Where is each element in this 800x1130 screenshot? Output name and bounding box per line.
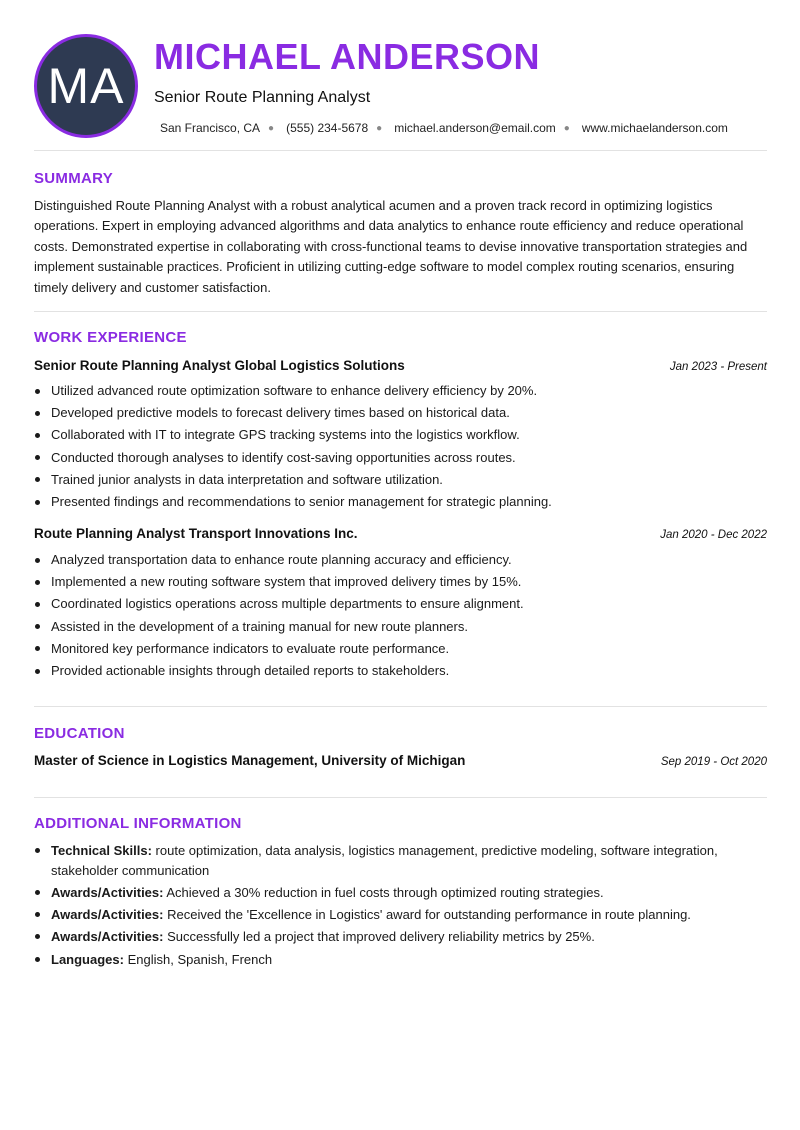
list-item [51, 841, 751, 880]
avatar [34, 34, 138, 138]
list-item: Assisted in the development of a training manual for new route planners. [51, 616, 771, 638]
divider [34, 706, 767, 707]
contact-website[interactable]: www.michaelanderson.com [581, 121, 728, 135]
list-item: Monitored key performance indicators to evaluate route performance. [51, 638, 771, 660]
list-item: Trained junior analysts in data interpretation and software utilization. [51, 469, 771, 491]
list-item: Utilized advanced route optimization software to enhance delivery efficiency by 20%. [51, 380, 771, 402]
item-text: Achieved a 30% reduction in fuel costs through optimized routing strategies. [166, 884, 604, 900]
contact-location: San Francisco, CA [160, 121, 261, 135]
job-title: Senior Route Planning Analyst Global Logistics Solutions [34, 358, 405, 373]
education-title: EDUCATION [34, 725, 125, 742]
contact-phone: (555) 234-5678 [286, 121, 369, 135]
separator-dot: ● [268, 122, 275, 134]
list-item [51, 927, 751, 947]
list-item: Developed predictive models to forecast delivery times based on historical data. [51, 402, 771, 424]
item-text: Successfully led a project that improved delivery reliability metrics by 25%. [167, 928, 595, 944]
candidate-role: Senior Route Planning Analyst [154, 89, 371, 106]
contact-email[interactable]: michael.anderson@email.com [394, 121, 556, 135]
item-text: English, Spanish, French [127, 952, 273, 967]
job-header [34, 526, 767, 541]
education-degree: Master of Science in Logistics Management, University of Michigan [34, 753, 466, 768]
list-item: Presented findings and recommendations to senior management for strategic planning. [51, 491, 771, 513]
job-header [34, 358, 767, 373]
list-item: Provided actionable insights through detailed reports to stakeholders. [51, 660, 771, 682]
item-label: Awards/Activities: [51, 906, 164, 922]
list-item: Analyzed transportation data to enhance route planning accuracy and efficiency. [51, 549, 771, 571]
list-item: Implemented a new routing software system that improved delivery times by 15%. [51, 571, 771, 593]
additional-info-list [51, 841, 751, 972]
summary-text: Distinguished Route Planning Analyst with a robust analytical acumen and a proven track record in optimizing logistics operations. Expert in employing advanced algorithms and data analytics to enhance route efficiency and reduce operational costs. Demonstrated expertise in collaborating with cross-functional teams to devise innovative transportation strategies and implement sustainable practices. Proficient in utilizing cutting-edge software to model complex routing scenarios, ensuring timely delivery and customer satisfaction. [34, 198, 748, 295]
list-item [51, 883, 751, 903]
separator-dot: ● [563, 122, 570, 134]
education-entry [34, 753, 767, 768]
job-dates: Jan 2023 - Present [669, 361, 767, 373]
job-bullets [51, 549, 771, 682]
job-bullets [51, 380, 771, 513]
item-label: Awards/Activities: [51, 884, 164, 900]
job-dates: Jan 2020 - Dec 2022 [660, 529, 767, 541]
divider [34, 311, 767, 312]
candidate-name: MICHAEL ANDERSON [154, 36, 541, 77]
work-experience-title: WORK EXPERIENCE [34, 329, 187, 346]
list-item [51, 905, 751, 925]
divider [34, 150, 767, 151]
list-item: Coordinated logistics operations across multiple departments to ensure alignment. [51, 593, 771, 615]
contact-line [160, 121, 728, 135]
item-text: Received the 'Excellence in Logistics' award for outstanding performance in route planning. [167, 906, 691, 922]
item-label: Technical Skills: [51, 843, 152, 858]
summary-title: SUMMARY [34, 170, 114, 187]
job-title: Route Planning Analyst Transport Innovations Inc. [34, 526, 358, 541]
list-item [51, 950, 751, 970]
divider [34, 797, 767, 798]
list-item: Collaborated with IT to integrate GPS tracking systems into the logistics workflow. [51, 424, 771, 446]
item-label: Languages: [51, 952, 124, 967]
additional-info-title: ADDITIONAL INFORMATION [34, 815, 242, 832]
avatar-initials: MA [47, 58, 125, 114]
education-dates: Sep 2019 - Oct 2020 [660, 756, 767, 768]
item-text: route optimization, data analysis, logistics management, predictive modeling, software integration, stakeholder communication [51, 843, 718, 878]
item-label: Awards/Activities: [51, 928, 164, 944]
list-item: Conducted thorough analyses to identify cost-saving opportunities across routes. [51, 447, 771, 469]
separator-dot: ● [376, 122, 383, 134]
